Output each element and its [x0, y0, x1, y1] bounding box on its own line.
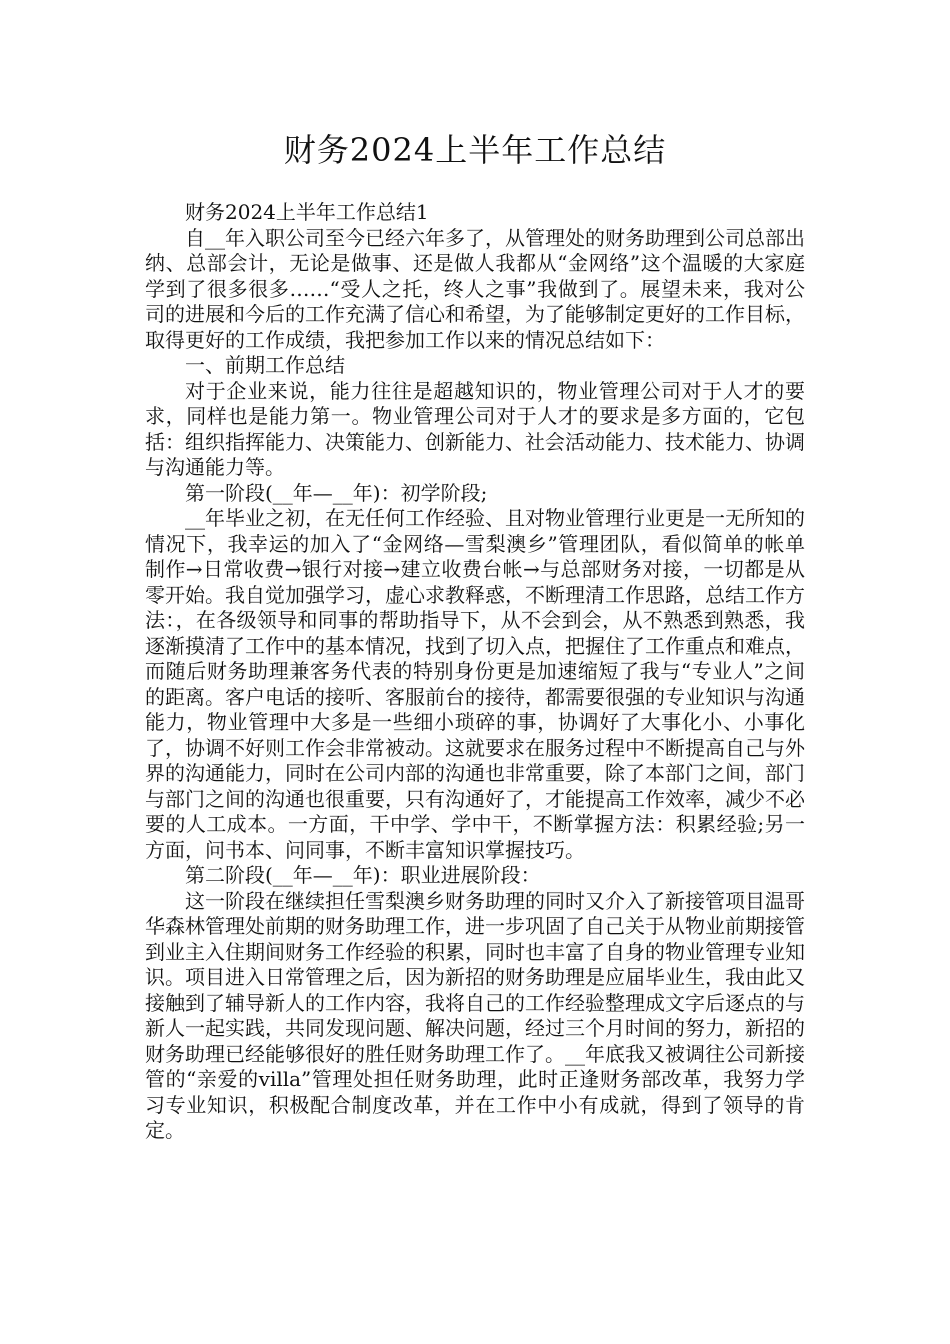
paragraph-subtitle: 财务2024上半年工作总结1: [185, 200, 429, 224]
paragraph-stage-two: 这一阶段在继续担任雪梨澳乡财务助理的同时又介入了新接管项目温哥华森林管理处前期的财务助理工作，进一步巩固了自己关于从物业前期接管到业主入住期间财务工作经验的积累，同时也丰富了自身的物业管理专业知识。项目进入日常管理之后，因为新招的财务助理是应届毕业生，我由此又接触到了辅导新人的工作内容，我将自己的工作经验整理成文字后逐点的与新人一起实践，共同发现问题、解决问题，经过三个月时间的努力，新招的财务助理已经能够很好的胜任财务助理工作了。__年底我又被调往公司新接管的“亲爱的villa”管理处担任财务助理，此时正逢财务部改革，我努力学习专业知识，积极配合制度改革，并在工作中小有成就，得到了领导的肯定。: [145, 888, 805, 1142]
document-title: 财务2024上半年工作总结: [283, 131, 667, 169]
section-heading: 一、前期工作总结: [185, 353, 345, 377]
document-body: [145, 200, 805, 1144]
paragraph-ability: 对于企业来说，能力往往是超越知识的，物业管理公司对于人才的要求，同样也是能力第一。物业管理公司对于人才的要求是多方面的，它包括：组织指挥能力、决策能力、创新能力、社会活动能力、技术能力、协调与沟通能力等。: [145, 378, 805, 479]
stage-one-heading: 第一阶段(__年—__年)：初学阶段;: [185, 480, 488, 505]
stage-two-heading: 第二阶段(__年—__年)：职业进展阶段：: [185, 863, 541, 887]
paragraph-stage-one: __年毕业之初，在无任何工作经验、且对物业管理行业更是一无所知的情况下，我幸运的加入了“金网络—雪梨澳乡”管理团队，看似简单的帐单制作→日常收费→银行对接→建立收费台帐→与总部财务对接，一切都是从零开始。我自觉加强学习，虚心求教释惑，不断理清工作思路，总结工作方法：，在各级领导和同事的帮助指导下，从不会到会，从不熟悉到熟悉，我逐渐摸清了工作中的基本情况，找到了切入点，把握住了工作重点和难点，而随后财务助理兼客务代表的特别身份更是加速缩短了我与“专业人”之间的距离。客户电话的接听、客服前台的接待，都需要很强的专业知识与沟通能力，物业管理中大多是一些细小琐碎的事，协调好了大事化小、小事化了，协调不好则工作会非常被动。这就要求在服务过程中不断提高自己与外界的沟通能力，同时在公司内部的沟通也非常重要，除了本部门之间，部门与部门之间的沟通也很重要，只有沟通好了，才能提高工作效率，减少不必要的人工成本。一方面，干中学、学中干，不断掌握方法：积累经验;另一方面，问书本、问同事，不断丰富知识掌握技巧。: [145, 506, 805, 862]
paragraph-intro: 自__年入职公司至今已经六年多了，从管理处的财务助理到公司总部出纳、总部会计，无论是做事、还是做人我都从“金网络”这个温暖的大家庭学到了很多很多……“受人之托，终人之事”我做到了。展望未来，我对公司的进展和今后的工作充满了信心和希望，为了能够制定更好的工作目标，取得更好的工作成绩，我把参加工作以来的情况总结如下：: [145, 225, 805, 352]
